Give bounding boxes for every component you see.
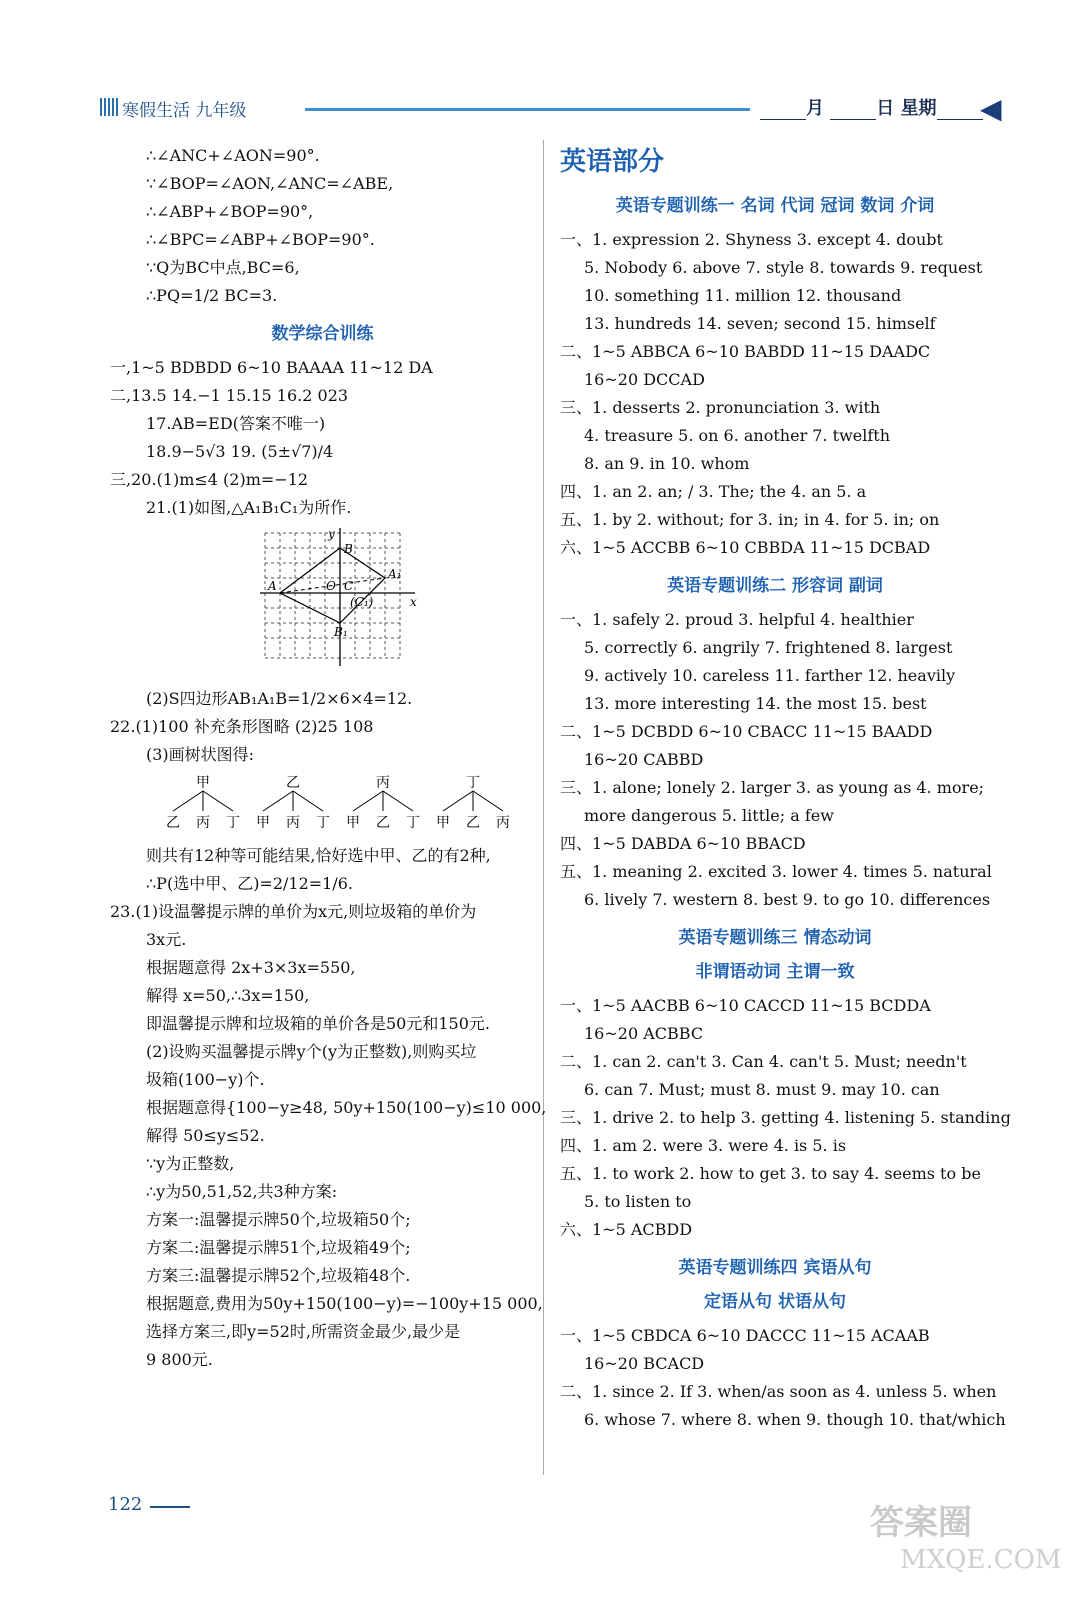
- answer-line: 13. hundreds 14. seven; second 15. himself: [584, 314, 936, 333]
- tree-leaf: 丁: [226, 815, 240, 831]
- text-line: (2)设购买温馨提示牌y个(y为正整数),则购买垃: [146, 1042, 477, 1061]
- page-number: 122: [108, 1494, 143, 1515]
- text-line: 一,1~5 BDBDD 6~10 BAAAA 11~12 DA: [110, 358, 433, 377]
- text-line: ∵∠BOP=∠AON,∠ANC=∠ABE,: [146, 174, 394, 193]
- text-line: 9 800元.: [146, 1350, 213, 1369]
- text-line: 二,13.5 14.−1 15.15 16.2 023: [110, 386, 349, 405]
- answer-line: 9. actively 10. careless 11. farther 12. heavily: [584, 666, 956, 685]
- arrow-icon: ◀: [980, 92, 1002, 125]
- tree-branch: [383, 791, 413, 811]
- english-section-title: 英语专题训练四 宾语从句: [678, 1258, 872, 1278]
- math-answers-b: [110, 685, 535, 769]
- text-line: 21.(1)如图,△A₁B₁C₁为所作.: [146, 498, 352, 517]
- answer-line: 5. Nobody 6. above 7. style 8. towards 9. request: [584, 258, 983, 277]
- answer-line: 四、1. an 2. an; / 3. The; the 4. an 5. a: [560, 482, 867, 501]
- point-c-label: C: [344, 579, 354, 593]
- text-line: 解得 x=50,∴3x=150,: [146, 986, 310, 1005]
- answer-line: 一、1~5 CBDCA 6~10 DACCC 11~15 ACAAB: [560, 1326, 930, 1345]
- weekday-blank: [937, 101, 983, 120]
- watermark-logo: 答案圈: [870, 1503, 972, 1543]
- answer-line: 一、1. safely 2. proud 3. helpful 4. healthier: [560, 610, 914, 629]
- answer-line: 二、1. since 2. If 3. when/as soon as 4. unless 5. when: [560, 1382, 997, 1401]
- answer-line: 8. an 9. in 10. whom: [584, 454, 750, 473]
- text-line: 根据题意得 2x+3×3x=550,: [146, 958, 356, 977]
- point-a1-label: A₁: [388, 567, 402, 581]
- answer-line: 二、1. can 2. can't 3. Can 4. can't 5. Must; needn't: [560, 1052, 967, 1071]
- answer-line: 16~20 CABBD: [584, 750, 704, 769]
- text-line: ∵Q为BC中点,BC=6,: [146, 258, 300, 277]
- text-line: ∴∠BPC=∠ABP+∠BOP=90°.: [146, 230, 375, 249]
- english-sections: [560, 192, 1011, 1434]
- answer-line: 六、1~5 ACBDD: [560, 1220, 693, 1239]
- tree-leaf: 乙: [376, 815, 390, 831]
- header-rule: [305, 108, 750, 111]
- point-b-label: B: [344, 542, 353, 556]
- english-section-title: 非谓语动词 主谓一致: [695, 962, 855, 982]
- left-column: [110, 142, 547, 1374]
- tree-leaf: 甲: [436, 815, 450, 831]
- answer-line: 四、1~5 DABDA 6~10 BBACD: [560, 834, 806, 853]
- coordinate-grid: [260, 528, 430, 668]
- right-column: [560, 142, 1011, 1434]
- answer-line: 5. to listen to: [584, 1192, 692, 1211]
- english-section-title: 英语专题训练三 情态动词: [678, 928, 872, 948]
- tree-branch: [173, 791, 203, 811]
- text-line: 方案一:温馨提示牌50个,垃圾箱50个;: [146, 1210, 411, 1229]
- point-b1-label: B₁: [334, 625, 348, 639]
- answer-line: 6. can 7. Must; must 8. must 9. may 10. can: [584, 1080, 940, 1099]
- coordinate-grid-figure: [260, 528, 535, 677]
- text-line: 方案三:温馨提示牌52个,垃圾箱48个.: [146, 1266, 411, 1285]
- tree-root: 丙: [376, 775, 390, 791]
- text-line: 17.AB=ED(答案不唯一): [146, 414, 326, 433]
- tree-diagram-svg: [158, 773, 518, 831]
- text-line: 圾箱(100−y)个.: [146, 1070, 265, 1089]
- text-line: ∴∠ANC+∠AON=90°.: [146, 146, 320, 165]
- text-line: 方案二:温馨提示牌51个,垃圾箱49个;: [146, 1238, 411, 1257]
- text-line: (2)S四边形AB₁A₁B=1/2×6×4=12.: [146, 689, 413, 708]
- watermark-url: MXQE.COM: [900, 1545, 1062, 1575]
- answer-line: 四、1. am 2. were 3. were 4. is 5. is: [560, 1136, 847, 1155]
- text-line: 根据题意得{100−y≥48, 50y+150(100−y)≤10 000,: [146, 1098, 547, 1117]
- tree-root: 甲: [196, 775, 210, 791]
- tree-leaf: 乙: [166, 815, 180, 831]
- tree-leaf: 丁: [406, 815, 420, 831]
- tree-branch: [443, 791, 473, 811]
- english-section-title: 英语专题训练一 名词 代词 冠词 数词 介词: [615, 196, 935, 216]
- text-line: (3)画树状图得:: [146, 745, 255, 764]
- tree-leaf: 乙: [466, 815, 480, 831]
- text-line: ∴y为50,51,52,共3种方案:: [146, 1182, 338, 1201]
- answer-line: 16~20 BCACD: [584, 1354, 705, 1373]
- tree-leaf: 甲: [256, 815, 270, 831]
- answer-line: 13. more interesting 14. the most 15. best: [584, 694, 927, 713]
- tree-branch: [353, 791, 383, 811]
- text-line: 3x元.: [146, 930, 187, 949]
- text-line: ∴P(选中甲、乙)=2/12=1/6.: [146, 874, 354, 893]
- answer-line: 16~20 ACBBC: [584, 1024, 704, 1043]
- answer-line: 二、1~5 DCBDD 6~10 CBACC 11~15 BAADD: [560, 722, 933, 741]
- text-line: 选择方案三,即y=52时,所需资金最少,最少是: [146, 1322, 461, 1341]
- text-line: 则共有12种等可能结果,恰好选中甲、乙的有2种,: [146, 846, 491, 865]
- tree-branch: [203, 791, 233, 811]
- answer-line: 16~20 DCCAD: [584, 370, 705, 389]
- proof-block: [110, 142, 535, 310]
- weekday-label: 星期: [900, 98, 937, 119]
- tree-leaf: 丁: [316, 815, 330, 831]
- tree-leaf: 丙: [496, 815, 510, 831]
- text-line: 22.(1)100 补充条形图略 (2)25 108: [110, 717, 374, 736]
- answer-line: 三、1. alone; lonely 2. larger 3. as young as 4. more;: [560, 778, 985, 797]
- day-blank: [830, 101, 876, 120]
- text-line: 18.9−5√3 19. (5±√7)/4: [146, 442, 334, 461]
- point-c1-label: (C₁): [350, 595, 374, 609]
- answer-line: 三、1. desserts 2. pronunciation 3. with: [560, 398, 881, 417]
- answer-line: 二、1~5 ABBCA 6~10 BABDD 11~15 DAADC: [560, 342, 931, 361]
- answer-line: 六、1~5 ACCBB 6~10 CBBDA 11~15 DCBAD: [560, 538, 931, 557]
- answer-line: 6. whose 7. where 8. when 9. though 10. that/which: [584, 1410, 1006, 1429]
- tree-leaf: 丙: [196, 815, 210, 831]
- tree-root: 丁: [466, 775, 480, 791]
- answer-line: 5. correctly 6. angrily 7. frightened 8. largest: [584, 638, 953, 657]
- point-a-label: A: [268, 579, 277, 593]
- answer-line: 五、1. to work 2. how to get 3. to say 4. seems to be: [560, 1164, 981, 1183]
- text-line: 解得 50≤y≤52.: [146, 1126, 265, 1145]
- answer-line: 五、1. by 2. without; for 3. in; in 4. for 5. in; on: [560, 510, 940, 529]
- axis-y-label: y: [328, 528, 335, 541]
- page-number-rule: [150, 1506, 190, 1508]
- text-line: ∴∠ABP+∠BOP=90°,: [146, 202, 314, 221]
- answer-line: 五、1. meaning 2. excited 3. lower 4. times 5. natural: [560, 862, 992, 881]
- text-line: 即温馨提示牌和垃圾箱的单价各是50元和150元.: [146, 1014, 490, 1033]
- answer-line: 6. lively 7. western 8. best 9. to go 10. differences: [584, 890, 991, 909]
- math-section-title: 数学综合训练: [271, 324, 374, 344]
- point-o-label: O: [326, 579, 336, 593]
- text-line: ∵y为正整数,: [146, 1154, 235, 1173]
- tree-root: 乙: [286, 775, 300, 791]
- day-label: 日: [876, 98, 895, 119]
- answer-line: more dangerous 5. little; a few: [584, 806, 834, 825]
- answer-line: 一、1~5 AACBB 6~10 CACCD 11~15 BCDDA: [560, 996, 931, 1015]
- answer-line: 10. something 11. million 12. thousand: [584, 286, 902, 305]
- page-header: [100, 92, 1000, 132]
- answer-line: 三、1. drive 2. to help 3. getting 4. listening 5. standing: [560, 1108, 1011, 1127]
- text-line: 23.(1)设温馨提示牌的单价为x元,则垃圾箱的单价为: [110, 902, 477, 921]
- tree-diagram: [158, 773, 535, 840]
- answer-line: 一、1. expression 2. Shyness 3. except 4. doubt: [560, 230, 943, 249]
- month-blank: [760, 101, 806, 120]
- month-label: 月: [806, 98, 824, 119]
- text-line: ∴PQ=1/2 BC=3.: [146, 286, 278, 305]
- english-part-title: 英语部分: [560, 147, 665, 177]
- tree-branch: [473, 791, 503, 811]
- column-divider: [543, 140, 544, 1475]
- header-stripe-icon: [100, 98, 118, 116]
- date-fields: [760, 94, 983, 120]
- tree-leaf: 丙: [286, 815, 300, 831]
- math-answers-c: [110, 842, 547, 1374]
- text-line: 根据题意,费用为50y+150(100−y)=−100y+15 000,: [146, 1294, 543, 1313]
- axis-x-label: x: [410, 595, 417, 609]
- english-section-title: 英语专题训练二 形容词 副词: [667, 576, 883, 596]
- answer-line: 4. treasure 5. on 6. another 7. twelfth: [584, 426, 891, 445]
- tree-branch: [293, 791, 323, 811]
- text-line: 三,20.(1)m≤4 (2)m=−12: [110, 470, 309, 489]
- header-title: 寒假生活 九年级: [122, 101, 247, 121]
- english-section-title: 定语从句 状语从句: [704, 1292, 846, 1312]
- tree-branch: [263, 791, 293, 811]
- math-answers-a: [110, 354, 535, 522]
- tree-leaf: 甲: [346, 815, 360, 831]
